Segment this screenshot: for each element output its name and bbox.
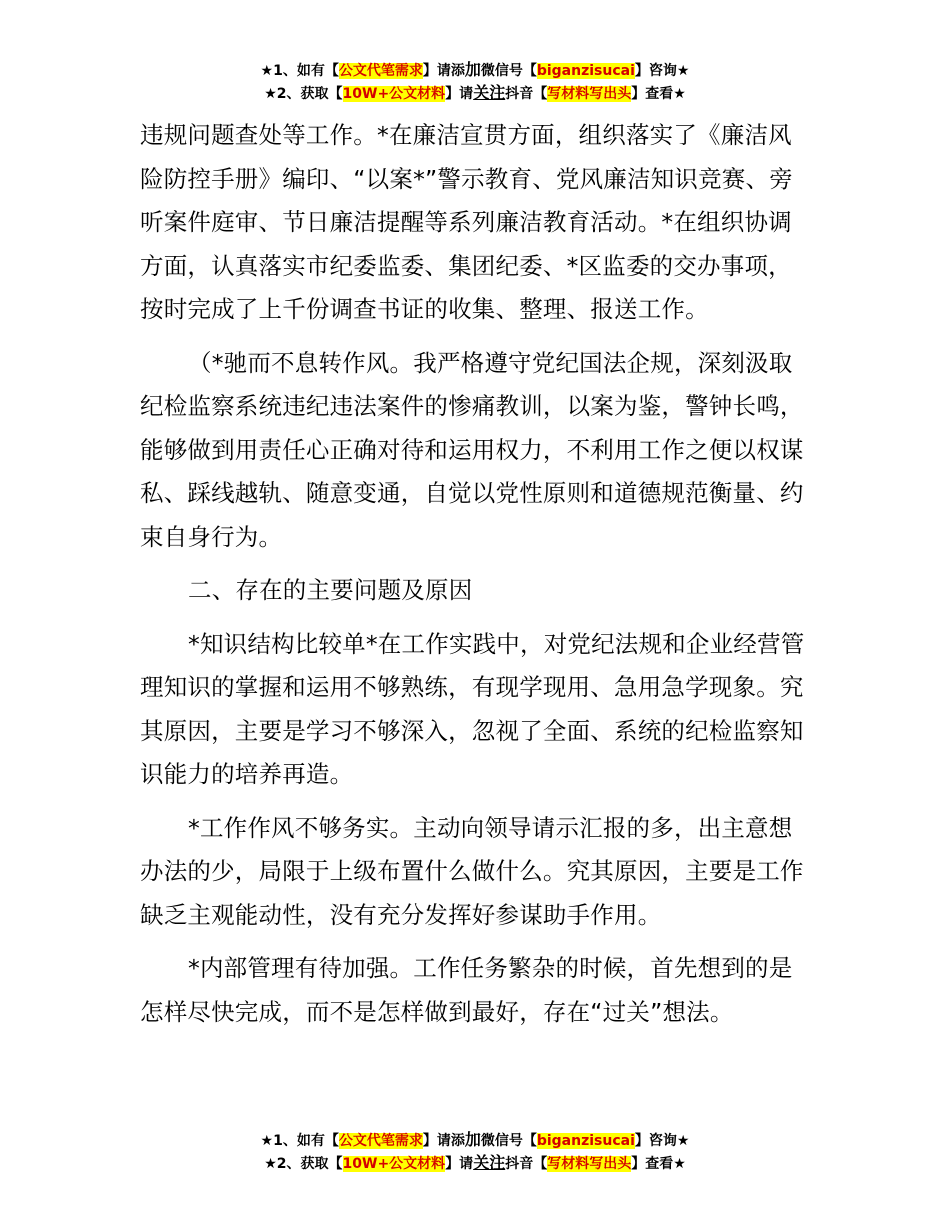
banner-text: 抖音【 bbox=[505, 86, 548, 102]
banner-text: 微信号【 bbox=[480, 1133, 537, 1149]
banner-line-1 bbox=[0, 1129, 950, 1152]
banner-text: ★2、获取【 bbox=[264, 1156, 343, 1172]
header-banner bbox=[0, 59, 950, 105]
banner-highlight: 公文代笔需求 bbox=[338, 1133, 423, 1149]
section-heading: 二、存在的主要问题及原因 bbox=[188, 576, 473, 604]
banner-text: 】查看★ bbox=[631, 86, 686, 102]
banner-text: 关注 bbox=[473, 83, 506, 102]
paragraph: （*驰而不息转作风。我严格遵守党纪国法企规，深刻汲取纪检监察系统违纪违法案件的惨痛教训，以案为鉴，警钟长鸣，能够做到用责任心正确对待和运用权力，不利用工作之便以权谋私、踩线越轨、随意变通，自觉以党性原则和道德规范衡量、约束自身行为。 bbox=[140, 348, 804, 551]
banner-highlight: 10W+公文材料 bbox=[342, 1156, 446, 1172]
banner-highlight: 写材料写出头 bbox=[547, 1156, 632, 1172]
banner-highlight: 公文代笔需求 bbox=[338, 63, 423, 79]
banner-text: 抖音【 bbox=[505, 1156, 548, 1172]
banner-text: 】请 bbox=[445, 86, 474, 102]
banner-text: ★2、获取【 bbox=[264, 86, 343, 102]
banner-text: 】请添 bbox=[422, 63, 465, 79]
banner-highlight: 写材料写出头 bbox=[547, 86, 632, 102]
banner-line-2 bbox=[0, 1152, 950, 1175]
paragraph: 违规问题查处等工作。*在廉洁宣贯方面，组织落实了《廉洁风险防控手册》编印、“以案*”警示教育、党风廉洁知识竞赛、旁听案件庭审、节日廉洁提醒等系列廉洁教育活动。*在组织协调方面，认真落实市纪委监委、集团纪委、*区监委的交办事项，按时完成了上千份调查书证的收集、整理、报送工作。 bbox=[140, 121, 793, 323]
document-body bbox=[140, 114, 812, 1044]
paragraph: *内部管理有待加强。工作任务繁杂的时候，首先想到的是怎样尽快完成，而不是怎样做到最好，存在“过关”想法。 bbox=[140, 954, 793, 1026]
banner-text: 关注 bbox=[473, 1153, 506, 1172]
banner-highlight: biganzisucai bbox=[536, 63, 635, 79]
banner-line-1 bbox=[0, 59, 950, 82]
banner-highlight: 10W+公文材料 bbox=[342, 86, 446, 102]
banner-text: ★1、如有【 bbox=[260, 63, 339, 79]
banner-text: ★1、如有【 bbox=[260, 1133, 339, 1149]
banner-text: 加 bbox=[464, 1130, 481, 1149]
banner-text: 】查看★ bbox=[631, 1156, 686, 1172]
banner-text: 】请添 bbox=[422, 1133, 465, 1149]
banner-text: 】咨询★ bbox=[634, 63, 690, 79]
paragraph: *工作作风不够务实。主动向领导请示汇报的多，出主意想办法的少，局限于上级布置什么做什么。究其原因，主要是工作缺乏主观能动性，没有充分发挥好参谋助手作用。 bbox=[140, 813, 804, 929]
footer-banner bbox=[0, 1129, 950, 1175]
banner-text: 微信号【 bbox=[480, 63, 537, 79]
banner-text: 】咨询★ bbox=[634, 1133, 690, 1149]
paragraph: *知识结构比较单*在工作实践中，对党纪法规和企业经营管理知识的掌握和运用不够熟练，有现学现用、急用急学现象。究其原因，主要是学习不够深入，忽视了全面、系统的纪检监察知识能力的培养再造。 bbox=[140, 629, 805, 788]
banner-highlight: biganzisucai bbox=[536, 1133, 635, 1149]
banner-line-2 bbox=[0, 82, 950, 105]
banner-text: 加 bbox=[464, 60, 481, 79]
banner-text: 】请 bbox=[445, 1156, 474, 1172]
